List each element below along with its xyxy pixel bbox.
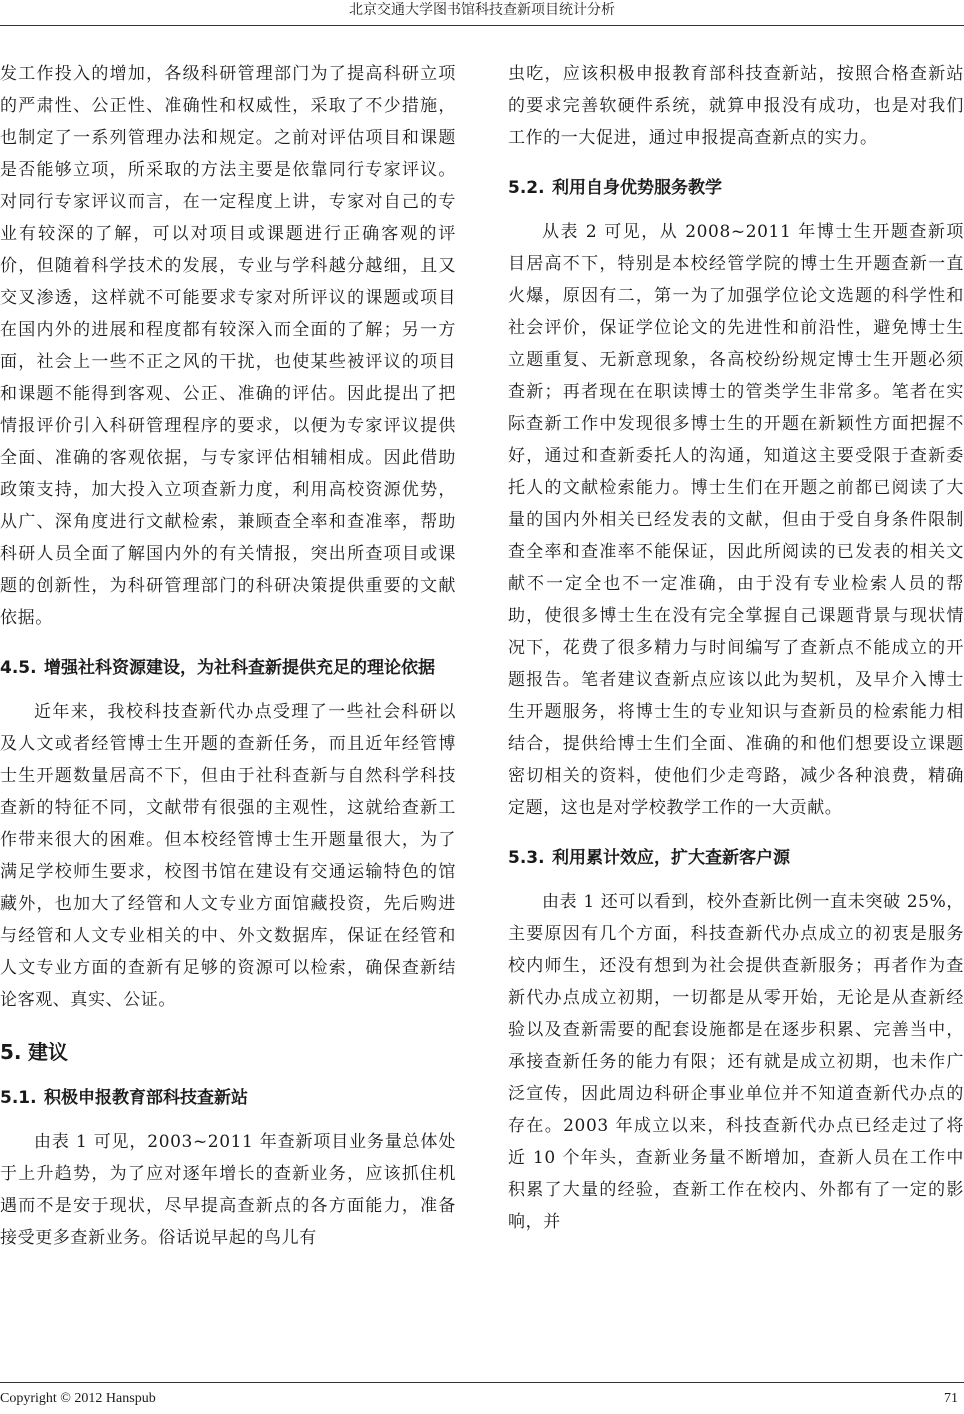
section-heading-5-2 <box>508 172 964 204</box>
section-title: 利用累计效应，扩大查新客户源 <box>552 848 790 868</box>
section-title: 积极申报教育部科技查新站 <box>44 1088 248 1108</box>
section-number: 5.1. <box>0 1088 37 1108</box>
section-number: 5.3. <box>508 848 545 868</box>
left-column <box>0 58 456 1254</box>
copyright-notice: Copyright © 2012 Hanspub <box>0 1391 156 1406</box>
section-title: 建议 <box>28 1040 68 1064</box>
body-paragraph: 近年来，我校科技查新代办点受理了一些社会科研以及人文或者经管博士生开题的查新任务，而且近年经管博士生开题数量居高不下，但由于社科查新与自然科学科技查新的特征不同，文献带有很强的主观性，这就给查新工作带来很大的困难。但本校经管博士生开题量很大，为了满足学校师生要求，校图书馆在建设有交通运输特色的馆藏外，也加大了经管和人文专业方面馆藏投资，先后购进与经管和人文专业相关的中、外文数据库，保证在经管和人文专业方面的查新有足够的资源可以检索，确保查新结论客观、真实、公证。 <box>0 702 456 1010</box>
footer-divider <box>0 1382 964 1383</box>
section-title: 增强社科资源建设，为社科查新提供充足的理论依据 <box>44 658 435 678</box>
section-number: 4.5. <box>0 658 37 678</box>
section-heading-5 <box>0 1034 456 1070</box>
body-paragraph: 发工作投入的增加，各级科研管理部门为了提高科研立项的严肃性、公正性、准确性和权威性，采取了不少措施，也制定了一系列管理办法和规定。之前对评估项目和课题是否能够立项，所采取的方法主要是依靠同行专家评议。对同行专家评议而言，在一定程度上讲，专家对自己的专业有较深的了解，可以对项目或课题进行正确客观的评价，但随着科学技术的发展，专业与学科越分越细，且又交叉渗透，这样就不可能要求专家对所评议的课题或项目在国内外的进展和程度都有较深入而全面的了解；另一方面，社会上一些不正之风的干扰，也使某些被评议的项目和课题不能得到客观、公正、准确的评估。因此提出了把情报评价引入科研管理程序的要求，以便为专家评议提供全面、准确的客观依据，与专家评估相辅相成。因此借助政策支持，加大投入立项查新力度，利用高校资源优势，从广、深角度进行文献检索，兼顾查全率和查准率，帮助科研人员全面了解国内外的有关情报，突出所查项目或课题的创新性，为科研管理部门的科研决策提供重要的文献依据。 <box>0 64 456 628</box>
section-title: 利用自身优势服务教学 <box>552 178 722 198</box>
running-header: 北京交通大学图书馆科技查新项目统计分析 <box>349 2 615 18</box>
body-paragraph: 由表 1 可见，2003~2011 年查新项目业务量总体处于上升趋势，为了应对逐年增长的查新业务，应该抓住机遇而不是安于现状，尽早提高查新点的各方面能力，准备接受更多查新业务。俗话说早起的鸟儿有 <box>0 1132 456 1248</box>
section-number: 5.2. <box>508 178 545 198</box>
section-heading-5-1 <box>0 1082 456 1114</box>
section-heading-5-3 <box>508 842 964 874</box>
header-divider <box>0 25 964 26</box>
right-column <box>508 58 964 1238</box>
body-paragraph: 从表 2 可见，从 2008~2011 年博士生开题查新项目居高不下，特别是本校经管学院的博士生开题查新一直火爆，原因有二，第一为了加强学位论文选题的科学性和社会评价，保证学位论文的先进性和前沿性，避免博士生立题重复、无新意现象，各高校纷纷规定博士生开题必须查新；再者现在在职读博士的管类学生非常多。笔者在实际查新工作中发现很多博士生的开题在新颖性方面把握不好，通过和查新委托人的沟通，知道这主要受限于查新委托人的文献检索能力。博士生们在开题之前都已阅读了大量的国内外相关已经发表的文献，但由于受自身条件限制查全率和查准率不能保证，因此所阅读的已发表的相关文献不一定全也不一定准确，由于没有专业检索人员的帮助，使很多博士生在没有完全掌握自己课题背景与现状情况下，花费了很多精力与时间编写了查新点不能成立的开题报告。笔者建议查新点应该以此为契机，及早介入博士生开题服务，将博士生的专业知识与查新员的检索能力相结合，提供给博士生们全面、准确的和他们想要设立课题密切相关的资料，使他们少走弯路，减少各种浪费，精确定题，这也是对学校教学工作的一大贡献。 <box>508 222 964 818</box>
body-paragraph: 虫吃，应该积极申报教育部科技查新站，按照合格查新站的要求完善软硬件系统，就算申报没有成功，也是对我们工作的一大促进，通过申报提高查新点的实力。 <box>508 64 964 148</box>
section-number: 5. <box>0 1040 22 1064</box>
body-paragraph: 由表 1 还可以看到，校外查新比例一直未突破 25%，主要原因有几个方面，科技查新代办点成立的初衷是服务校内师生，还没有想到为社会提供查新服务；再者作为查新代办点成立初期，一切都是从零开始，无论是从查新经验以及查新需要的配套设施都是在逐步积累、完善当中，承接查新任务的能力有限；还有就是成立初期，也未作广泛宣传，因此周边科研企事业单位并不知道查新代办点的存在。2003 年成立以来，科技查新代办点已经走过了将近 10 个年头，查新业务量不断增加，查新人员在工作中积累了大量的经验，查新工作在校内、外都有了一定的影响，并 <box>508 892 964 1232</box>
page-number: 71 <box>944 1391 958 1406</box>
section-heading-4-5 <box>0 652 456 684</box>
